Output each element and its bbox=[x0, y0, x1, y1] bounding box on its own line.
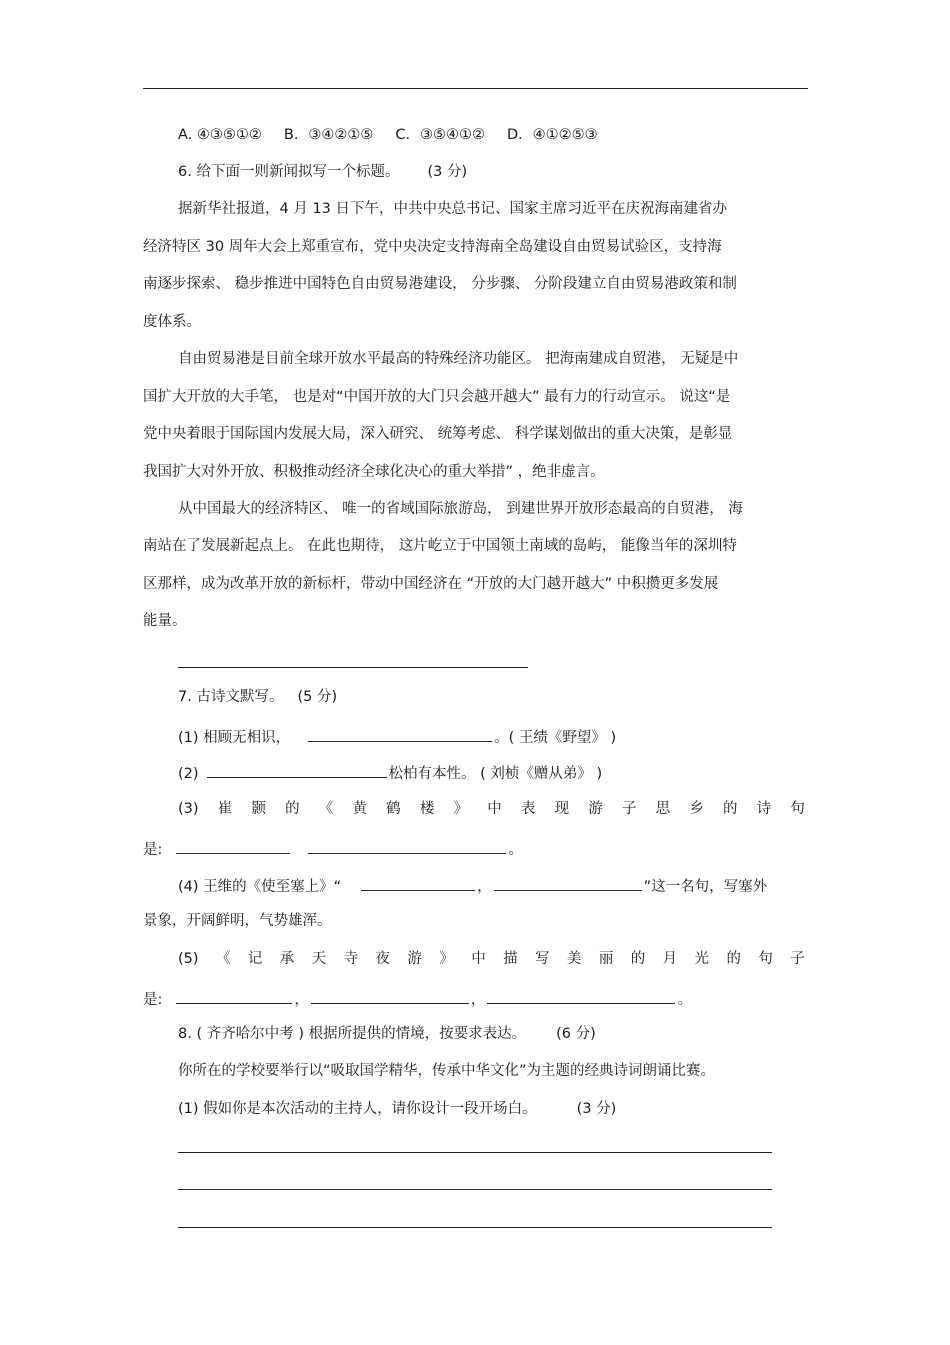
q7-5-char: 游 bbox=[407, 951, 422, 967]
q7-stem: 7. 古诗文默写。 bbox=[178, 689, 284, 705]
q7-3-char: 《 bbox=[318, 801, 334, 817]
q7-5-char: 的 bbox=[726, 951, 741, 967]
q7-5-char: 夜 bbox=[375, 951, 390, 967]
q6-p3-line-4: 能量。 bbox=[143, 613, 187, 629]
q8-1-stem: (1) 假如你是本次活动的主持人，请你设计一段开场白。 bbox=[178, 1101, 537, 1117]
q7-4-suffix: ”这一名句，写塞外 bbox=[643, 879, 768, 895]
q6-answer-line[interactable] bbox=[178, 667, 528, 668]
q7-item-1 bbox=[178, 726, 616, 747]
q7-5-char: 丽 bbox=[598, 951, 614, 967]
q7-5-char: 》 bbox=[439, 951, 454, 967]
q7-item-5 bbox=[178, 950, 805, 968]
q7-3-char: 游 bbox=[588, 801, 603, 817]
q6-p2-line-4: 我国扩大对外开放、积极推动经济全球化决心的重大举措” ，绝非虚言。 bbox=[143, 464, 605, 480]
q8-context: 你所在的学校要举行以“吸取国学精华，传承中华文化”为主题的经典诗词朗诵比赛。 bbox=[178, 1063, 716, 1079]
q8-sub-1 bbox=[178, 1100, 616, 1118]
q7-3-prefix: 是: bbox=[143, 842, 163, 858]
q7-2-blank[interactable] bbox=[207, 762, 387, 778]
q7-2-suffix: 松柏有本性。 ( 刘桢《赠从弟》 ) bbox=[388, 766, 603, 782]
q7-1-suffix: 。( 王绩《野望》 ) bbox=[494, 730, 617, 746]
q7-5-char: 寺 bbox=[343, 951, 359, 967]
q7-3-char: 的 bbox=[285, 801, 300, 817]
q7-3-char: 黄 bbox=[352, 801, 367, 817]
q7-3-char: 现 bbox=[554, 801, 570, 817]
q6-p2-line-2: 国扩大开放的大手笔， 也是对“中国开放的大门只会越开越大” 最有力的行动宣示。 说这“是 bbox=[143, 389, 731, 405]
q7-3-end: 。 bbox=[508, 842, 523, 858]
q6-heading bbox=[178, 163, 467, 181]
q6-p1-line-4: 度体系。 bbox=[143, 314, 201, 330]
q7-5-char: 子 bbox=[790, 951, 805, 967]
q6-p3-line-2: 南站在了发展新起点上。 在此也期待， 这片屹立于中国领土南域的岛屿， 能像当年的深圳特 bbox=[143, 538, 737, 554]
q6-points: (3 分) bbox=[427, 164, 468, 180]
q6-p1-line-2: 经济特区 30 周年大会上郑重宣布，党中央决定支持海南全岛建设自由贸易试验区，支持海 bbox=[143, 239, 722, 255]
q7-3-char: 崔 bbox=[217, 801, 233, 817]
q7-3-char: 乡 bbox=[689, 801, 704, 817]
q6-p2-line-3: 党中央着眼于国际国内发展大局，深入研究、 统筹考虑、 科学谋划做出的重大决策，是彰显 bbox=[143, 426, 733, 442]
q8-answer-line-3[interactable] bbox=[178, 1227, 772, 1228]
q7-5-char: 句 bbox=[758, 951, 773, 967]
q7-3-blank-1[interactable] bbox=[176, 838, 290, 854]
q7-3-char: 的 bbox=[723, 801, 738, 817]
q7-5-char: 《 bbox=[215, 951, 231, 967]
q7-item-3 bbox=[178, 800, 805, 818]
q7-item-3-cont bbox=[143, 838, 523, 859]
option-c: C．③⑤④①② bbox=[395, 127, 485, 143]
q7-points: (5 分) bbox=[297, 689, 338, 705]
q7-2-prefix: (2) bbox=[178, 766, 199, 782]
q7-5-blank-2[interactable] bbox=[311, 988, 469, 1004]
q6-p1-line-1: 据新华社报道，4 月 13 日下午，中共中央总书记、国家主席习近平在庆祝海南建省办 bbox=[178, 201, 728, 217]
q7-3-char: 中 bbox=[487, 801, 502, 817]
q7-5-char: 承 bbox=[279, 951, 295, 967]
q7-heading bbox=[178, 688, 337, 706]
q7-5-blank-3[interactable] bbox=[487, 988, 675, 1004]
q7-5-char: 光 bbox=[694, 951, 710, 967]
q7-5-prefix: 是: bbox=[143, 992, 163, 1008]
q7-3-char: 句 bbox=[790, 801, 805, 817]
q7-5-char: 美 bbox=[566, 951, 582, 967]
q7-item-2 bbox=[178, 762, 602, 783]
option-d: D．④①②⑤③ bbox=[506, 127, 598, 143]
q7-3-char: (3) bbox=[178, 801, 199, 817]
q7-3-char: 表 bbox=[520, 801, 536, 817]
q5-options bbox=[178, 126, 598, 144]
q6-p3-line-3: 区那样，成为改革开放的新标杆，带动中国经济在 “开放的大门越开越大” 中积攒更多发展 bbox=[143, 576, 719, 592]
q8-stem: 8. ( 齐齐哈尔中考 ) 根据所提供的情境，按要求表达。 bbox=[178, 1026, 527, 1042]
q7-4-comma: ， bbox=[477, 879, 492, 895]
q8-1-points: (3 分) bbox=[576, 1101, 617, 1117]
q7-3-char: 子 bbox=[621, 801, 637, 817]
q7-5-char: 天 bbox=[311, 951, 327, 967]
q6-p3-line-1: 从中国最大的经济特区、 唯一的省域国际旅游岛， 到建世界开放形态最高的自贸港， 海 bbox=[178, 501, 743, 517]
q8-answer-line-2[interactable] bbox=[178, 1189, 772, 1190]
q7-4-blank-1[interactable] bbox=[361, 875, 475, 891]
page-top-rule bbox=[143, 88, 808, 89]
q7-1-prefix: (1) 相顾无相识， bbox=[178, 730, 291, 746]
q7-4-prefix: (4) 王维的《使至塞上》“ bbox=[178, 879, 342, 895]
q7-5-char: 的 bbox=[630, 951, 646, 967]
q7-5-char: 记 bbox=[247, 951, 263, 967]
q7-3-char: 鹤 bbox=[386, 801, 401, 817]
q7-5-comma-2: ， bbox=[470, 992, 486, 1008]
q7-item-4 bbox=[178, 875, 767, 896]
q6-p1-line-3: 南逐步探索、 稳步推进中国特色自由贸易港建设， 分步骤、 分阶段建立自由贸易港政策和制 bbox=[143, 276, 737, 292]
option-b: B．③④②①⑤ bbox=[283, 127, 374, 143]
q7-3-blank-2[interactable] bbox=[308, 838, 506, 854]
q7-5-char: (5) bbox=[178, 951, 199, 967]
q7-5-end: 。 bbox=[677, 992, 692, 1008]
q7-3-char: 颢 bbox=[251, 801, 266, 817]
option-a: A. ④③⑤①② bbox=[178, 127, 262, 143]
q7-item-4-cont: 景象，开阔鲜明，气势雄浑。 bbox=[143, 913, 332, 929]
q7-5-char: 中 bbox=[471, 951, 486, 967]
q7-3-char: 楼 bbox=[419, 801, 435, 817]
q8-points: (6 分) bbox=[556, 1026, 596, 1042]
q8-heading bbox=[178, 1025, 596, 1043]
q6-stem: 6. 给下面一则新闻拟写一个标题。 bbox=[178, 164, 400, 180]
q6-p2-line-1: 自由贸易港是目前全球开放水平最高的特殊经济功能区。 把海南建成自贸港， 无疑是中 bbox=[178, 351, 739, 367]
q7-3-char: 》 bbox=[453, 801, 469, 817]
q7-4-blank-2[interactable] bbox=[494, 875, 642, 891]
q7-1-blank[interactable] bbox=[308, 726, 492, 742]
q7-5-char: 描 bbox=[503, 951, 518, 967]
q7-5-char: 写 bbox=[535, 951, 550, 967]
q7-5-char: 月 bbox=[662, 951, 678, 967]
q7-5-comma-1: ， bbox=[294, 992, 309, 1008]
q7-3-char: 思 bbox=[655, 801, 671, 817]
q7-item-5-cont bbox=[143, 988, 692, 1009]
q7-3-char: 诗 bbox=[756, 801, 772, 817]
q8-answer-line-1[interactable] bbox=[178, 1152, 772, 1153]
q7-5-blank-1[interactable] bbox=[176, 988, 292, 1004]
